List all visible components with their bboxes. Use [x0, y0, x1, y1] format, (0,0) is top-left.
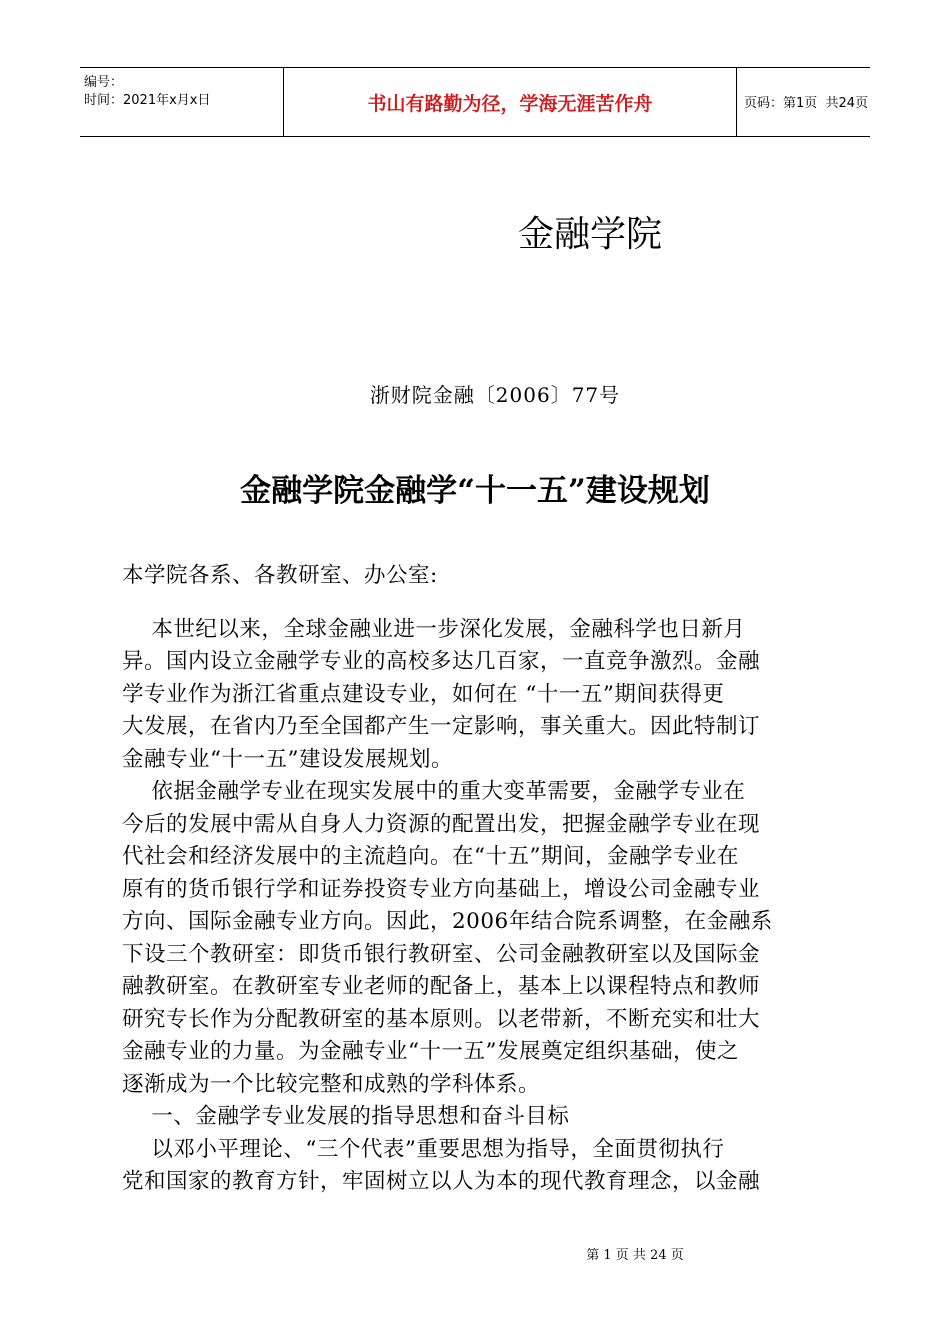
- document-body: [122, 560, 832, 1199]
- body-line: 今后的发展中需从自身人力资源的配置出发，把握金融学专业在现: [122, 811, 761, 837]
- salutation: 本学院各系、各教研室、办公室:: [122, 563, 438, 588]
- body-line: 研究专长作为分配教研室的基本原则。以老带新，不断充实和壮大: [122, 1006, 761, 1032]
- document-header: [80, 67, 870, 137]
- body-line: 代社会和经济发展中的主流趋向。在“十五”期间，金融学专业在: [122, 844, 739, 869]
- header-meta: [80, 68, 283, 136]
- header-motto-cell: [283, 68, 737, 136]
- header-page-cell: [736, 68, 870, 136]
- body-line: 原有的货币银行学和证券投资专业方向基础上，增设公司金融专业: [122, 876, 761, 902]
- body-line: 金融专业的力量。为金融专业“十一五”发展奠定组织基础，使之: [122, 1039, 739, 1064]
- body-line: 方向、国际金融专业方向。因此，2006年结合院系调整，在金融系: [122, 909, 773, 934]
- body-line: 学专业作为浙江省重点建设专业，如何在 “十一五”期间获得更: [122, 681, 725, 707]
- body-line: 金融专业“十一五”建设发展规划。: [122, 746, 453, 772]
- document-title: 金融学院金融学“十一五”建设规划: [240, 473, 710, 509]
- body-line: 异。国内设立金融学专业的高校多达几百家，一直竞争激烈。金融: [122, 649, 761, 674]
- body-line: 本世纪以来，全球金融业进一步深化发展，金融科学也日新月: [122, 616, 746, 642]
- document-number: 浙财院金融〔2006〕77号: [369, 383, 621, 407]
- header-page-label: 页码：第1页 共24页: [744, 96, 869, 111]
- body-line: 一、金融学专业发展的指导思想和奋斗目标: [122, 1104, 570, 1129]
- header-motto: 书山有路勤为径，学海无涯苦作舟: [367, 93, 653, 115]
- header-number-label: 编号：: [84, 75, 124, 90]
- page-footer: 第 1 页 共 24 页: [586, 1248, 684, 1263]
- body-line: 党和国家的教育方针，牢固树立以人为本的现代教育理念，以金融: [122, 1169, 761, 1194]
- body-line: 融教研室。在教研室专业老师的配备上，基本上以课程特点和教师: [122, 974, 761, 999]
- paragraph-gap: [122, 593, 832, 614]
- body-line: 逐渐成为一个比较完整和成熟的学科体系。: [122, 1071, 541, 1097]
- organization-name: 金融学院: [518, 214, 663, 255]
- body-line: 依据金融学专业在现实发展中的重大变革需要，金融学专业在: [122, 779, 746, 804]
- body-line: 大发展，在省内乃至全国都产生一定影响，事关重大。因此特制订: [122, 714, 761, 739]
- body-line: 下设三个教研室：即货币银行教研室、公司金融教研室以及国际金: [122, 941, 761, 967]
- body-paragraphs: [122, 614, 832, 1199]
- header-time-label: 时间：2021年x月x日: [84, 93, 211, 108]
- body-line: 以邓小平理论、“三个代表”重要思想为指导，全面贯彻执行: [122, 1136, 725, 1162]
